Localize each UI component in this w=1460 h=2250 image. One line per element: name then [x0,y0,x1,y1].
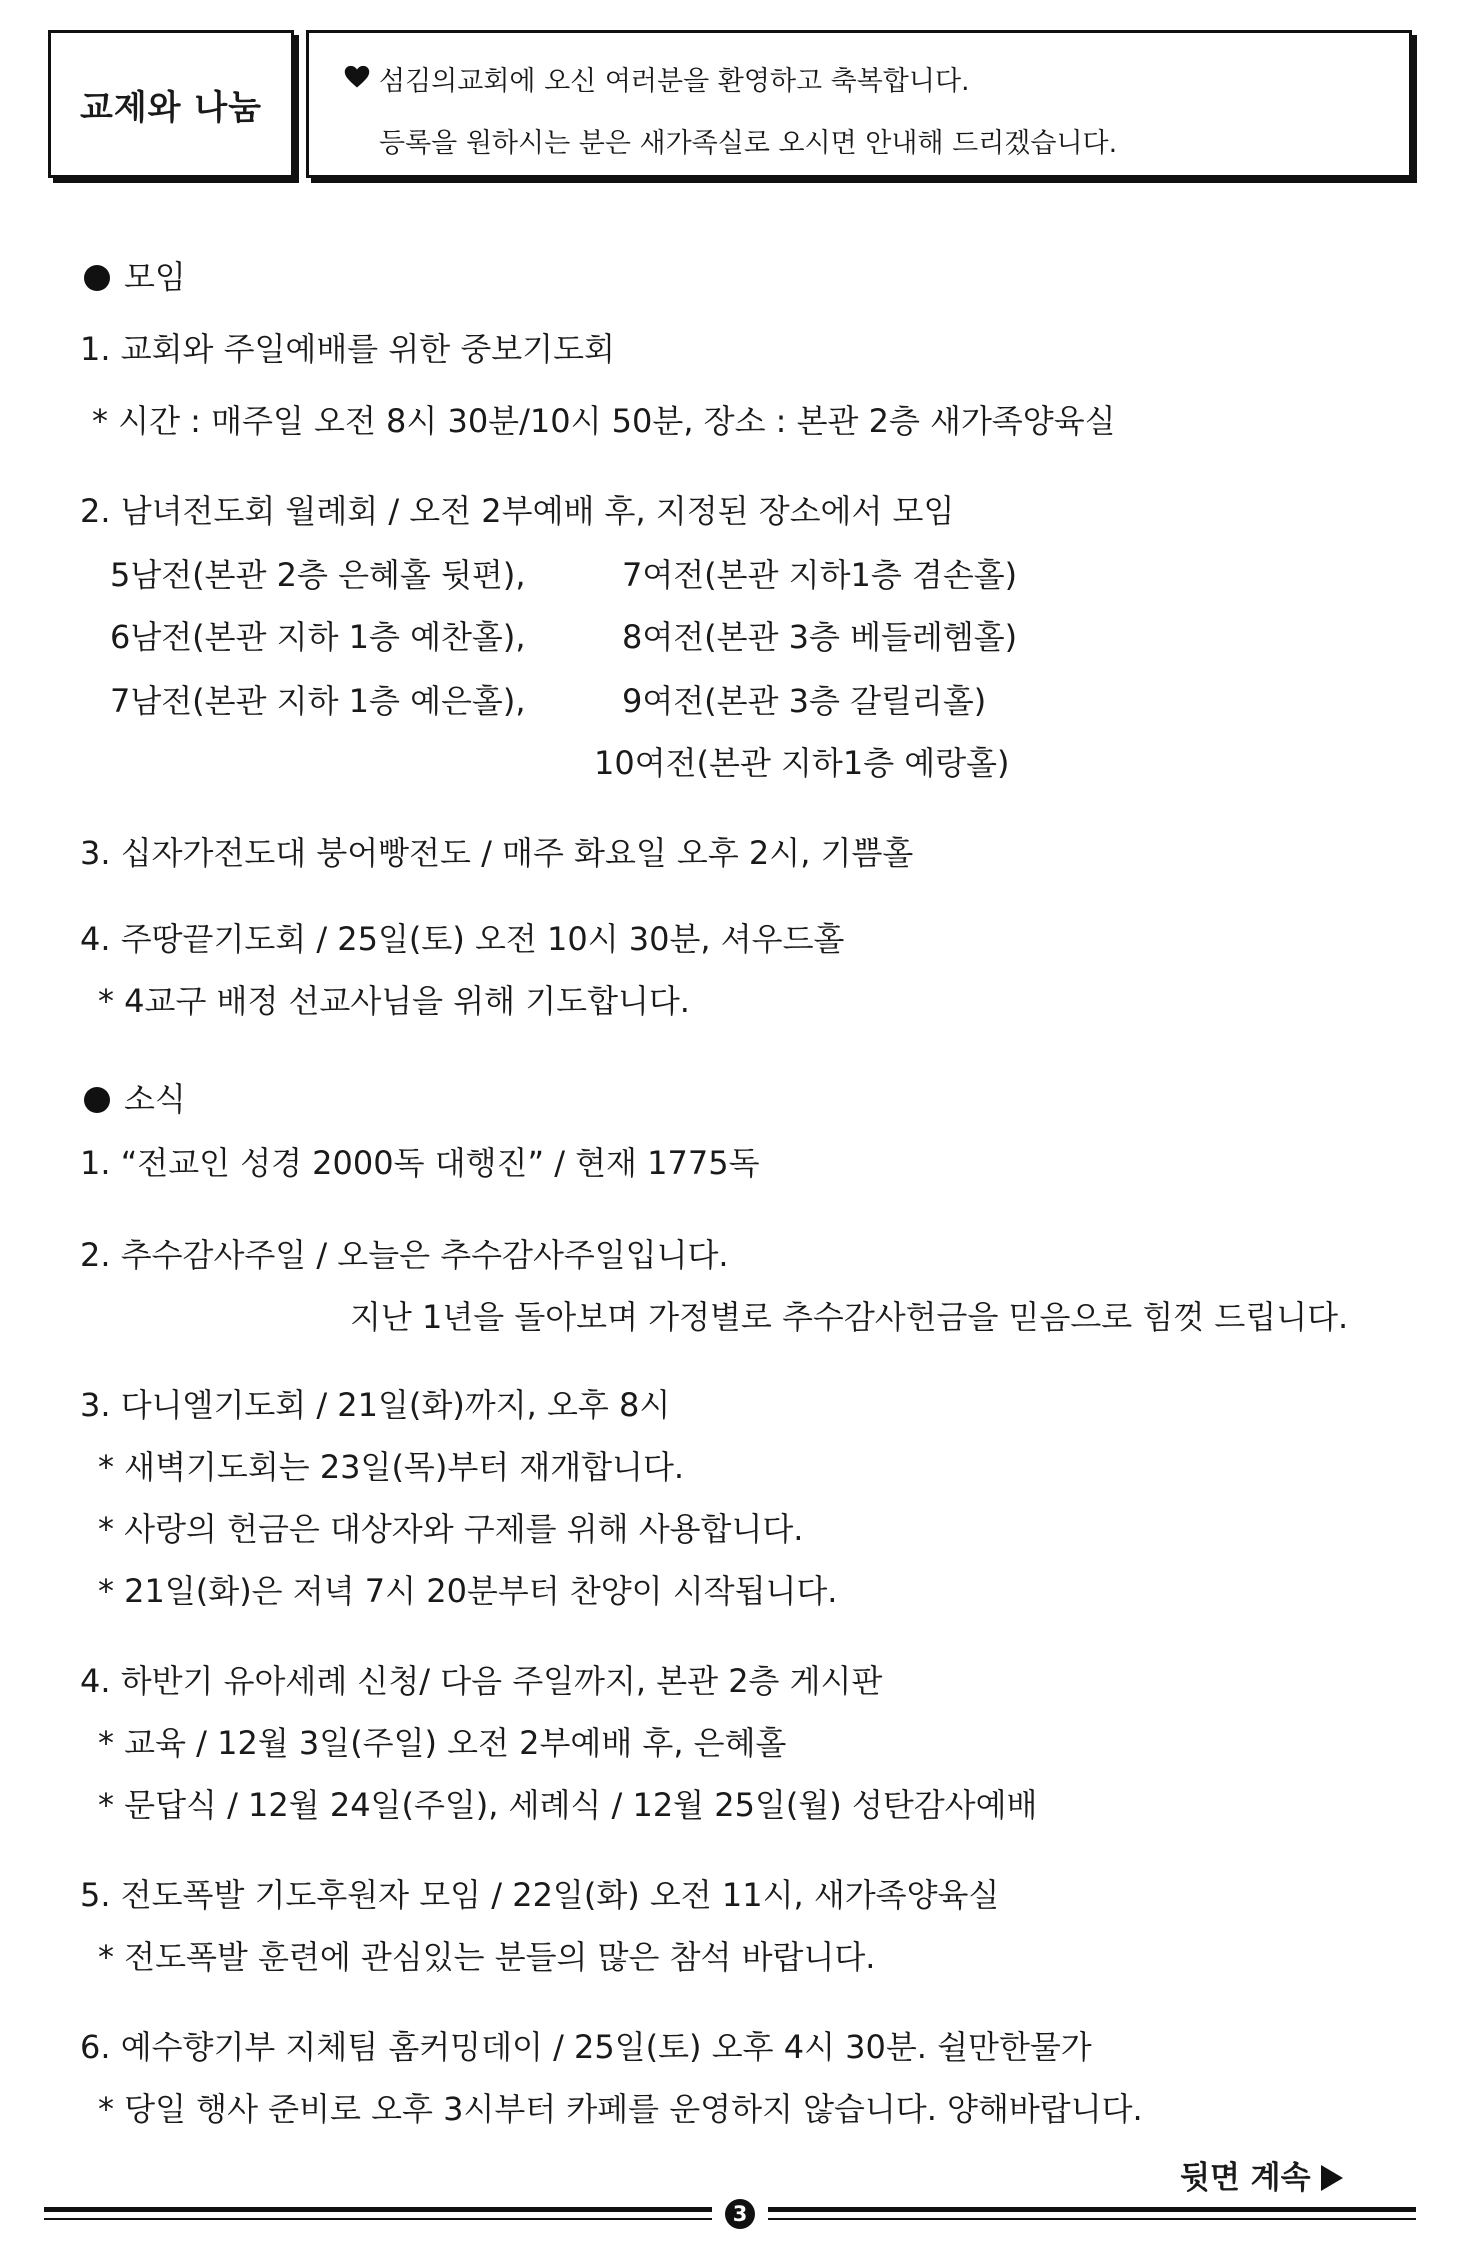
news-item: 5. 전도폭발 기도후원자 모임 / 22일(화) 오전 11시, 새가족양육실 [80,1876,1000,1914]
meeting-item: 4. 주땅끝기도회 / 25일(토) 오전 10시 30분, 셔우드홀 [80,920,845,958]
footer-rule-left [44,2207,712,2212]
heart-icon [343,63,371,91]
news-item: 4. 하반기 유아세례 신청/ 다음 주일까지, 본관 2층 게시판 [80,1662,883,1700]
play-triangle-icon [1321,2165,1343,2191]
news-note: * 교육 / 12월 3일(주일) 오전 2부예배 후, 은혜홀 [98,1724,787,1762]
news-item: 6. 예수향기부 지체팀 홈커밍데이 / 25일(토) 오후 4시 30분. 쉴만한물가 [80,2028,1092,2066]
news-item: 3. 다니엘기도회 / 21일(화)까지, 오후 8시 [80,1386,671,1424]
news-note: * 21일(화)은 저녁 7시 20분부터 찬양이 시작됩니다. [98,1572,838,1610]
news-note: * 당일 행사 준비로 오후 3시부터 카페를 운영하지 않습니다. 양해바랍니다. [98,2090,1143,2128]
page-number: 3 [725,2199,755,2229]
meeting-item: 3. 십자가전도대 붕어빵전도 / 매주 화요일 오후 2시, 기쁨홀 [80,834,914,872]
news-note: * 전도폭발 훈련에 관심있는 분들의 많은 참석 바랍니다. [98,1938,876,1976]
news-heading: 소식 [84,1074,186,1120]
news-note: * 문답식 / 12월 24일(주일), 세례식 / 12월 25일(월) 성탄감사예배 [98,1786,1038,1824]
registration-text: 등록을 원하시는 분은 새가족실로 오시면 안내해 드리겠습니다. [379,128,1118,159]
group-location: 10여전(본관 지하1층 예랑홀) [594,744,1010,782]
news-note: 지난 1년을 돌아보며 가정별로 추수감사헌금을 믿음으로 힘껏 드립니다. [350,1298,1349,1336]
meeting-item: 1. 교회와 주일예배를 위한 중보기도회 [80,330,615,368]
meetings-heading: 모임 [84,252,186,298]
welcome-box [306,30,1412,178]
section-title-box [48,30,294,178]
group-location: 6남전(본관 지하 1층 예찬홀), [110,618,526,656]
footer-rule-right [768,2207,1416,2212]
news-note: * 새벽기도회는 23일(목)부터 재개합니다. [98,1448,685,1486]
meeting-item: 2. 남녀전도회 월례회 / 오전 2부예배 후, 지정된 장소에서 모임 [80,492,955,530]
bullet-icon [84,265,110,291]
meeting-note: * 4교구 배정 선교사님을 위해 기도합니다. [98,982,690,1020]
group-location: 7여전(본관 지하1층 겸손홀) [622,556,1018,594]
group-location: 8여전(본관 3층 베들레헴홀) [622,618,1018,656]
group-location: 9여전(본관 3층 갈릴리홀) [622,682,987,720]
footer-rule-right-thin [768,2218,1416,2220]
section-title: 교제와 나눔 [79,87,263,128]
bullet-icon [84,1087,110,1113]
news-note: * 사랑의 헌금은 대상자와 구제를 위해 사용합니다. [98,1510,804,1548]
welcome-text: 섬김의교회에 오신 여러분을 환영하고 축복합니다. [379,66,970,97]
news-item: 1. “전교인 성경 2000독 대행진” / 현재 1775독 [80,1144,760,1182]
news-item: 2. 추수감사주일 / 오늘은 추수감사주일입니다. [80,1236,729,1274]
footer-rule-left-thin [44,2218,712,2220]
group-location: 5남전(본관 2층 은혜홀 뒷편), [110,556,526,594]
meeting-note: * 시간 : 매주일 오전 8시 30분/10시 50분, 장소 : 본관 2층 새가족양육실 [92,402,1116,440]
continue-on-back: 뒷면 계속 [1180,2152,1343,2197]
group-location: 7남전(본관 지하 1층 예은홀), [110,682,526,720]
